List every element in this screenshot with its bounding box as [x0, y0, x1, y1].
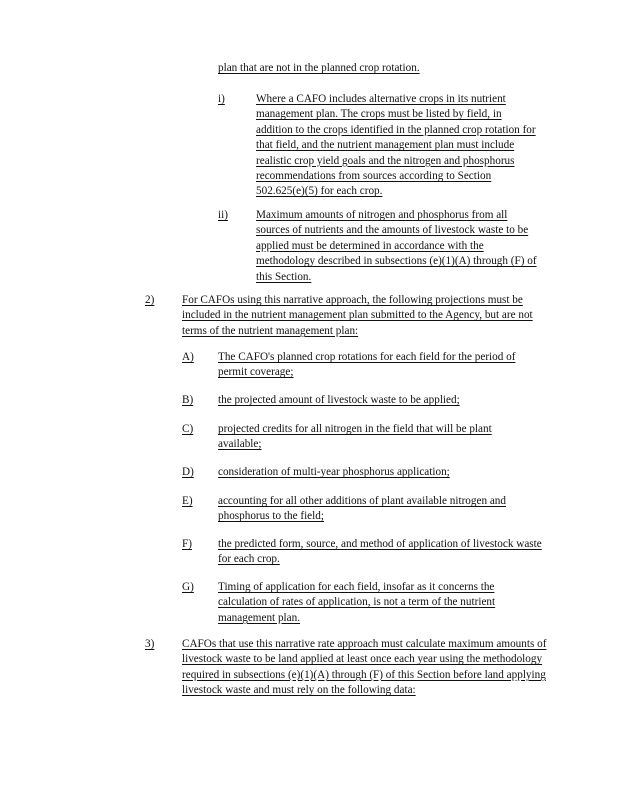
- item-F-text: the predicted form, source, and method of application of livestock waste for each crop.: [218, 538, 542, 566]
- item-2-label: 2): [145, 294, 155, 306]
- item-i-text: Where a CAFO includes alternative crops in its nutrient management plan. The crops must be listed by field, in addition to the crops identified in the planned crop rotation for that field, and the nutrient management plan must include realistic crop yield goals and the nitrogen and phosphorus recommendations from sources according to Section 502.625(e)(5) for each crop.: [256, 93, 536, 198]
- item-C-text: projected credits for all nitrogen in the field that will be plant available;: [218, 423, 492, 451]
- item-G-text: Timing of application for each field, insofar as it concerns the calculation of rates of application, is not a term of the nutrient management plan.: [218, 581, 496, 624]
- item-D-text: consideration of multi-year phosphorus application;: [218, 466, 450, 478]
- continuation-text: plan that are not in the planned crop rotation.: [218, 62, 420, 74]
- item-A-label: A): [182, 351, 194, 363]
- item-2-text: For CAFOs using this narrative approach, the following projections must be included in the nutrient management plan submitted to the Agency, but are not terms of the nutrient management plan:: [182, 294, 533, 337]
- item-3-text: CAFOs that use this narrative rate approach must calculate maximum amounts of livestock waste to be land applied at least once each year using the methodology required in subsections (e)(1)(A) through (F) of this Section before land applying livestock waste and must rely on the following data:: [182, 638, 547, 697]
- item-ii-label: ii): [218, 209, 228, 221]
- item-B-label: B): [182, 394, 194, 406]
- item-3-label: 3): [145, 638, 155, 650]
- item-E-text: accounting for all other additions of plant available nitrogen and phosphorus to the field;: [218, 495, 506, 523]
- item-C-label: C): [182, 423, 194, 435]
- item-A-text: The CAFO's planned crop rotations for each field for the period of permit coverage;: [218, 351, 516, 379]
- item-B-text: the projected amount of livestock waste to be applied;: [218, 394, 460, 406]
- item-i-label: i): [218, 93, 225, 105]
- item-F-label: F): [182, 538, 192, 550]
- item-G-label: G): [182, 581, 194, 593]
- item-ii-text: Maximum amounts of nitrogen and phosphorus from all sources of nutrients and the amounts of livestock waste to be applied must be determined in accordance with the methodology described in subsections (e)(1)(A) through (F) of this Section.: [256, 209, 537, 283]
- item-E-label: E): [182, 495, 193, 507]
- item-D-label: D): [182, 466, 194, 478]
